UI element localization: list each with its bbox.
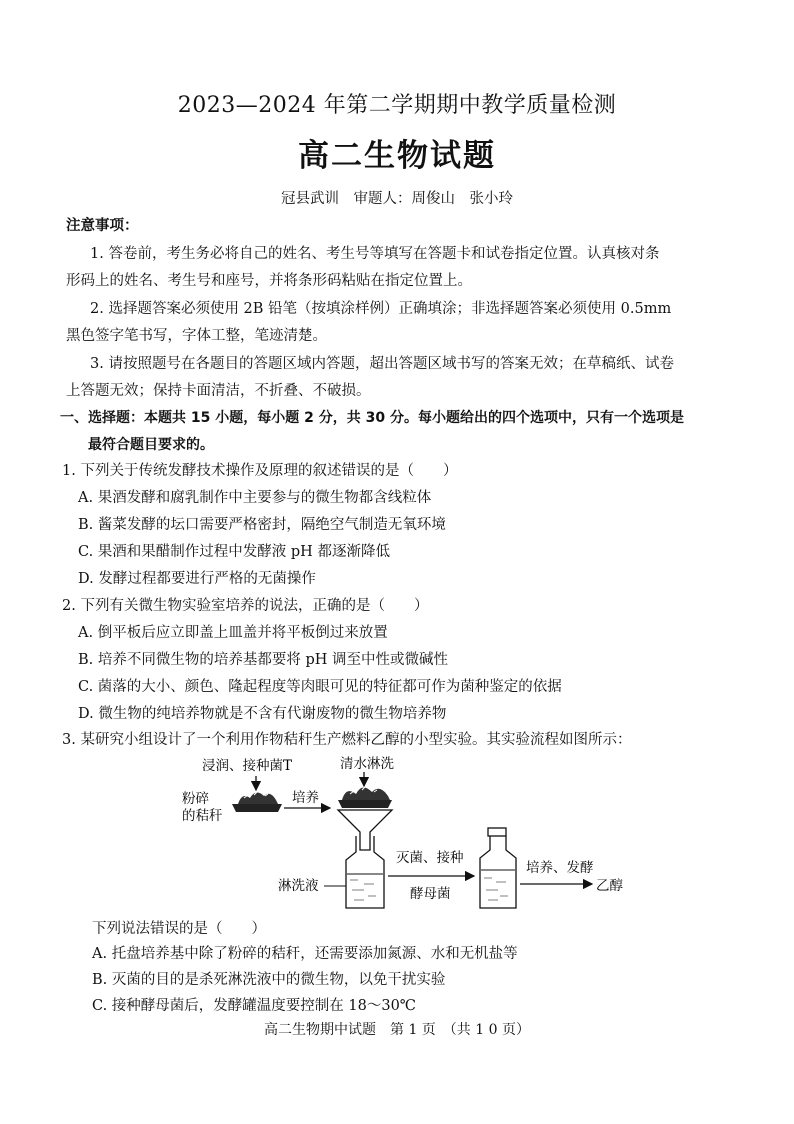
- question-3-sub-stem: 下列说法错误的是（ ）: [92, 921, 266, 937]
- question-3-stem: 3. 某研究小组设计了一个利用作物秸秆生产燃料乙醇的小型实验。其实验流程如图所示：: [62, 732, 632, 748]
- question-1-option-a: A. 果酒发酵和腐乳制作中主要参与的微生物都含线粒体: [78, 490, 432, 506]
- label-sterilize-1: 灭菌、接种: [396, 850, 464, 866]
- label-soak: 浸润、接种菌T: [202, 758, 293, 774]
- funnel: [338, 810, 392, 850]
- label-straw-1: 粉碎: [182, 791, 209, 807]
- question-1-option-d: D. 发酵过程都要进行严格的无菌操作: [78, 571, 316, 587]
- label-sterilize-2: 酵母菌: [410, 886, 451, 902]
- question-3-option-a: A. 托盘培养基中除了粉碎的秸秆，还需要添加氮源、水和无机盐等: [92, 946, 518, 962]
- label-ethanol: 乙醇: [596, 878, 623, 894]
- question-2-option-a: A. 倒平板后应立即盖上皿盖并将平板倒过来放置: [78, 625, 388, 641]
- subject-title: 高二生物试题: [298, 138, 496, 174]
- notes-line-2: 形码上的姓名、考生号和座号，并将条形码粘贴在指定位置上。: [66, 273, 472, 289]
- question-3-option-b: B. 灭菌的目的是杀死淋洗液中的微生物，以免干扰实验: [92, 972, 446, 988]
- notes-line-3: 2. 选择题答案必须使用 2B 铅笔（按填涂样例）正确填涂；非选择题答案必须使用 0.5mm: [90, 301, 672, 317]
- label-rinse: 清水淋洗: [340, 756, 394, 772]
- notes-heading: 注意事项：: [66, 218, 139, 234]
- authors-line: 冠县武训 审题人：周俊山 张小玲: [281, 191, 513, 207]
- question-1-option-c: C. 果酒和果醋制作过程中发酵液 pH 都逐渐降低: [78, 544, 390, 560]
- section-heading-line-1: 一、选择题：本题共 15 小题，每小题 2 分，共 30 分。每小题给出的四个选项中，只有一个选项是: [60, 410, 684, 426]
- question-1-option-b: B. 酱菜发酵的坛口需要严格密封，隔绝空气制造无氧环境: [78, 517, 446, 533]
- bottle-fermenter: [480, 828, 516, 908]
- notes-line-6: 上答题无效；保持卡面清洁，不折叠、不破损。: [66, 383, 371, 399]
- notes-line-4: 黑色签字笔书写，字体工整，笔迹清楚。: [66, 328, 327, 344]
- notes-line-1: 1. 答卷前，考生务必将自己的姓名、考生号等填写在答题卡和试卷指定位置。认真核对条: [90, 246, 660, 262]
- question-3-option-c: C. 接种酵母菌后，发酵罐温度要控制在 18～30℃: [92, 998, 417, 1014]
- question-2-option-d: D. 微生物的纯培养物就是不含有代谢废物的微生物培养物: [78, 706, 447, 722]
- label-ferment: 培养、发酵: [526, 860, 594, 876]
- label-wash-liquid: 淋洗液: [278, 878, 319, 894]
- label-straw-2: 的秸秆: [182, 808, 223, 824]
- section-heading-line-2: 最符合题目要求的。: [88, 437, 214, 453]
- question-2-option-c: C. 菌落的大小、颜色、隆起程度等肉眼可见的特征都可作为菌种鉴定的依据: [78, 679, 562, 695]
- exam-title: 2023—2024 年第二学期期中教学质量检测: [177, 93, 617, 118]
- tray-left: [232, 792, 282, 812]
- tray-right: [338, 787, 392, 808]
- label-culture: 培养: [292, 790, 319, 806]
- question-1-stem: 1. 下列关于传统发酵技术操作及原理的叙述错误的是（ ）: [62, 463, 458, 479]
- question-2-option-b: B. 培养不同微生物的培养基都要将 pH 调至中性或微碱性: [78, 652, 449, 668]
- notes-line-5: 3. 请按照题号在各题目的答题区域内答题，超出答题区域书写的答案无效；在草稿纸、试卷: [90, 356, 674, 372]
- experiment-flow-diagram: [170, 748, 650, 910]
- question-2-stem: 2. 下列有关微生物实验室培养的说法，正确的是（ ）: [62, 598, 429, 614]
- page-footer: 高二生物期中试题 第 1 页 （共 1 0 页）: [264, 1022, 530, 1038]
